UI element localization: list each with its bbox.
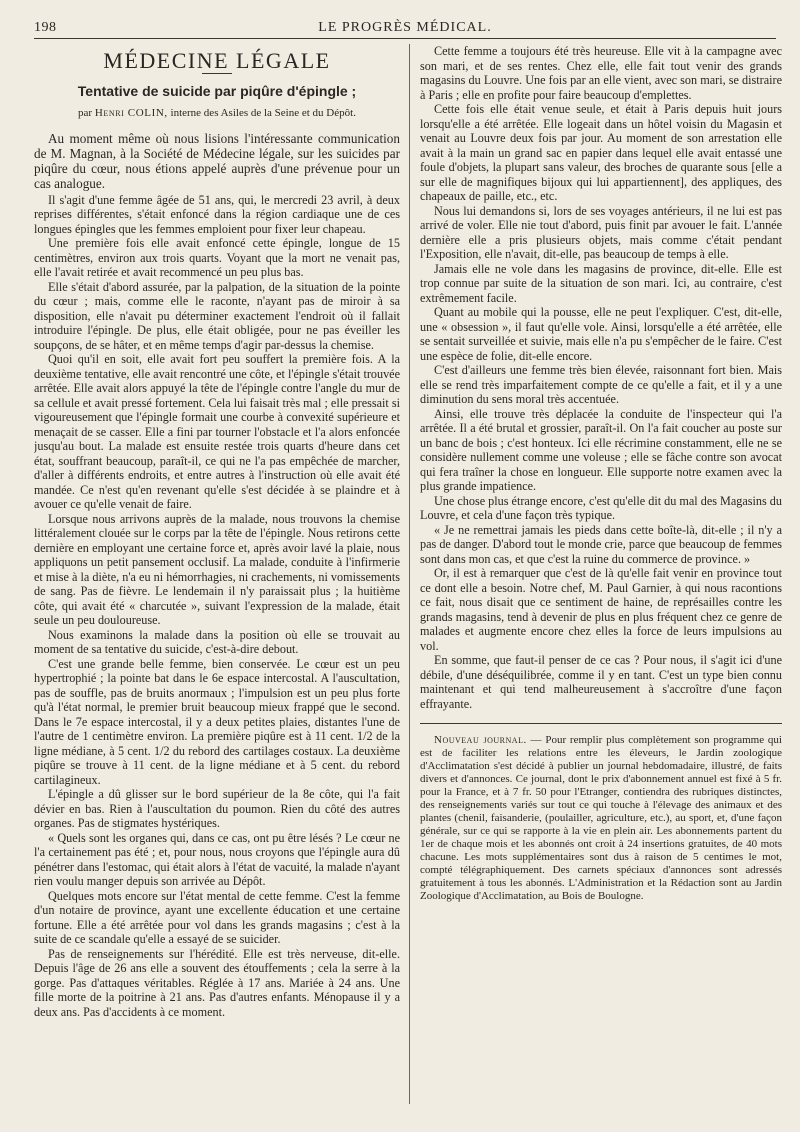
running-head [34, 18, 776, 38]
article-paragraph: Elle s'était d'abord assurée, par la palpation, de la situation de la pointe du cœur ; mais, comme elle le raconte, n'ayant pas de miroir à sa disposition, elle n'avait pu déterminer exactement l'endroit où il fallait introduire l'épingle. De plus, elle était obligée, pour ne pas éveiller les soupçons, de se hâter, et en même temps d'agir par-dessus la chemise. [34, 279, 400, 352]
article-paragraph: C'est d'ailleurs une femme très bien élevée, raisonnant fort bien. Mais elle se rend très imparfaitement compte de ce qu'elle a fait, et il y a une diminution du sens moral très accentuée. [420, 363, 782, 406]
byline-prefix: par [78, 107, 93, 119]
notice-heading: Nouveau journal. [434, 734, 527, 746]
article-title: Tentative de suicide par piqûre d'épingle ; [77, 82, 357, 99]
article-paragraph: Ainsi, elle trouve très déplacée la conduite de l'inspecteur qui l'a arrêtée. Il a été brutal et grossier, paraît-il. On l'a fait coucher au poste sur un banc de bois ; c'est honteux. Ici elle récrimine constamment, elle ne se considère nullement comme une voleuse ; elle se fâche contre son avocat qui fera traîner la chose en longueur. Elle supporte notre examen avec la plus grande impatience. [420, 406, 782, 493]
article-paragraph: Une chose plus étrange encore, c'est qu'elle dit du mal des Magasins du Louvre, et cela d'une façon très typique. [420, 493, 782, 522]
article-paragraph: Nous examinons la malade dans la position où elle se trouvait au moment de sa tentative du suicide, c'est-à-dire debout. [34, 627, 400, 656]
article-paragraph: « Je ne remettrai jamais les pieds dans cette boîte-là, dit-elle ; il n'y a pas de danger. D'abord tout le monde crie, parce que beaucoup de femmes sont dans mon cas, et que c'est la ruine du commerce de province. » [420, 522, 782, 566]
article-paragraph: Une première fois elle avait enfoncé cette épingle, longue de 15 centimètres, environ aux trois quarts. Voyant que la mort ne venait pas, elle l'avait retirée et avait recommencé un peu plus bas. [34, 236, 400, 279]
article-paragraph: Jamais elle ne vole dans les magasins de province, dit-elle. Elle est trop connue par suite de la situation de son mari. Ici, au contraire, c'est extrêmement facile. [420, 261, 782, 305]
article-paragraph: Nous lui demandons si, lors de ses voyages antérieurs, il ne lui est pas arrivé de voler. Elle nie tout d'abord, puis finit par avouer le fait. L'année dernière elle a pris plusieurs objets, mais comme c'était pendant l'Exposition, elle n'avait, dit-elle, pas beaucoup de temps à elle. [420, 203, 782, 261]
notice-rule [420, 723, 782, 724]
page-number: 198 [34, 20, 57, 35]
article-paragraph: Quoi qu'il en soit, elle avait fort peu souffert la première fois. A la deuxième tentative, elle avait rencontré une côte, et l'épingle s'était trouvée arrêtée. Elle avait alors appuyé la tête de l'épingle contre l'angle du mur de sa cellule et avait pressé fortement. Cela lui faisait très mal ; elle pressait si vigoureusement que l'épingle formait une courbe à convexité supérieure et menaçait de se casser. Elle a fini par tourner l'obstacle et l'a alors enfoncée jusqu'au bout. La malade est ensuite restée trois quarts d'heure dans cet état, souffrant beaucoup, paraît-il, ce qui ne l'a pas empêchée de marcher, d'aller à différents endroits, et entre autres à l'instruction où elle avait été mandée. Ce n'est qu'en revenant qu'elle s'est décidée à se plaindre et à avouer ce qu'elle venait de faire. [34, 352, 400, 511]
article-paragraph: Lorsque nous arrivons auprès de la malade, nous trouvons la chemise littéralement clouée sur le corps par la tête de l'épingle. Nous retirons cette dernière en employant une certaine force et, après avoir lavé la plaie, nous appliquons un petit pansement occlusif. La malade, conduite à l'infirmerie et mise à la diète, n'a eu ni hémorrhagies, ni crachements, ni vomissements de sang. Pas de fièvre. Le lendemain il n'y paraissait plus ; la huitième côte, qui avait été « charcutée », suivant l'expression de la malade, était seule un peu douloureuse. [34, 511, 400, 627]
left-column [34, 44, 400, 1112]
right-column [420, 44, 782, 1112]
section-title: MÉDECINE LÉGALE [103, 48, 331, 73]
column-divider [409, 44, 410, 1104]
article-paragraph: Pas de renseignements sur l'hérédité. Elle est très nerveuse, dit-elle. Depuis l'âge de 26 ans elle a souvent des étouffements ; cela la serre à la gorge. Pas d'attaques véritables. Réglée à 17 ans. Mariée à 24 ans. Une fille morte de la poitrine à 21 ans. Pas d'autres enfants. Ménopause il y a deux ans. Pas d'accidents à ce moment. [34, 946, 400, 1019]
journal-title: LE PROGRÈS MÉDICAL. [318, 20, 492, 35]
article-paragraph: Quelques mots encore sur l'état mental de cette femme. C'est la femme d'un notaire de province, ayant une excellente éducation et une certaine fortune. Elle a été arrêtée pour vol dans les grands magasins ; c'est à la suite de ce scandale qu'elle a essayé de se suicider. [34, 888, 400, 946]
article-paragraph: Cette femme a toujours été très heureuse. Elle vit à la campagne avec son mari, et de ses rentes. Chez elle, elle fait tout venir des grands magasins du Louvre. Une fois par an elle vient, avec son mari, se distraire à Paris ; elle en profite pour faire beaucoup d'emplettes. [420, 44, 782, 102]
article-paragraph: Quant au mobile qui la pousse, elle ne peut l'expliquer. C'est, dit-elle, une « obsession », il faut qu'elle vole. Ainsi, lorsqu'elle a été arrêtée, elle se sentait surveillée et suivie, mais elle n'a pu s'empêcher de le faire. C'est une espèce de folie, dit-elle encore. [420, 305, 782, 363]
article-paragraph: L'épingle a dû glisser sur le bord supérieur de la 8e côte, qui l'a fait dévier en bas. Rien à l'auscultation du poumon. Rien du côté des autres organes. Pas de stigmates hystériques. [34, 787, 400, 830]
author-affiliation: interne des Asiles de la Seine et du Dépôt. [167, 107, 356, 119]
byline [34, 106, 400, 121]
article-paragraph: « Quels sont les organes qui, dans ce cas, ont pu être lésés ? Le cœur ne l'a certainement pas été ; et, pour nous, nous croyons que l'épingle aura dû pénétrer dans l'estomac, qui était alors à l'état de vacuité, la malade n'ayant rien voulu manger depuis son arrivée au Dépôt. [34, 830, 400, 888]
author-name: Henri COLIN, [94, 107, 168, 119]
article-paragraph: Au moment même où nous lisions l'intéressante communication de M. Magnan, à la Société de Médecine légale, sur les suicides par piqûre du cœur, nous étions appelé auprès d'une prévenue pour un cas analogue. [34, 130, 400, 191]
article-paragraph: Il s'agit d'une femme âgée de 51 ans, qui, le mercredi 23 avril, à deux reprises différentes, s'était enfoncé dans la région cardiaque une de ces longues épingles que les femmes emploient pour fixer leur chapeau. [34, 192, 400, 236]
article-paragraph: Cette fois elle était venue seule, et était à Paris depuis huit jours lorsqu'elle a été arrêtée. Elle logeait dans un hôtel voisin du Magasin et venait au Louvre deux fois par jour. Au moment de son arrestation elle avait à la main un grand sac en papier dans lequel elle avait entassé une foule d'objets, la plupart sans valeur, des broches de quarante sous [elle a sur elle de magnifiques bijoux qui lui appartiennent], des appliques, des chapeaux de paille, etc., etc. [420, 102, 782, 203]
article-paragraph: En somme, que faut-il penser de ce cas ? Pour nous, il s'agit ici d'une débile, d'une déséquilibrée, comme il y en tant. C'est un type bien connu maintenant et qui tend malheureusement à s'accroître d'une façon effrayante. [420, 653, 782, 711]
notice-paragraph [420, 734, 782, 903]
header-rule [34, 38, 776, 39]
article-paragraph: C'est une grande belle femme, bien conservée. Le cœur est un peu hypertrophié ; la pointe bat dans le 6e espace intercostal. A l'auscultation, pas de souffle, pas de bruits anormaux ; l'impulsion est un peu plus forte qu'à l'état normal, le premier bruit beaucoup mieux frappé que le second. Dans le 7e espace intercostal, il y a deux petites plaies, distantes l'une de l'autre de 1 centimètre environ. La première piqûre est à 11 cent. 1/2 de la ligne médiane, à 5 cent. 1/2 du rebord des cartilages costaux. La deuxième piqûre se trouve à 11 cent. de la ligne médiane et à 5 cent. du rebord cartilagineux. [34, 656, 400, 787]
article-paragraph: Or, il est à remarquer que c'est de là qu'elle fait venir en province tout ce dont elle a besoin. Notre chef, M. Paul Garnier, à qui nous racontions ce fait, nous disait que ce sentiment de haine, de représailles contre les grands magasins, tend à devenir de plus en plus fréquent chez ce genre de malades et augmente encore chez elles la force de leurs impulsions au vol. [420, 566, 782, 653]
notice-text: — Pour remplir plus complètement son programme qui est de faciliter les relations entre les éleveurs, le Jardin zoologique d'Acclimatation s'est décidé à publier un journal hebdomadaire, illustré, de faits divers et d'annonces. Ce journal, dont le prix d'abonnement annuel est fixé à 5 fr. pour la France, et à 7 fr. 50 pour l'Etranger, contiendra des rubriques distinctes, des renseignements variés sur tout ce qui touche à l'élevage des animaux et des plantes (chenil, faisanderie, (poulailler, agriculture, etc.), au sport, et, d'une façon générale, sur ce qui se rapporte à la vie en plein air. Les abonnements partent du 1er de chaque mois et les abonnés ont croit à 24 insertions gratuites, de 40 mots chacune. Les mots supplémentaires sont dus à raison de 5 centimes le mot, compté télégraphiquement. Des carnets spéciaux d'annonces sont adressés gratuitement à tous les abonnés. L'Administration et la Rédaction sont au Jardin Zoologique d'Acclimatation, au Bois de Boulogne. [420, 734, 782, 902]
